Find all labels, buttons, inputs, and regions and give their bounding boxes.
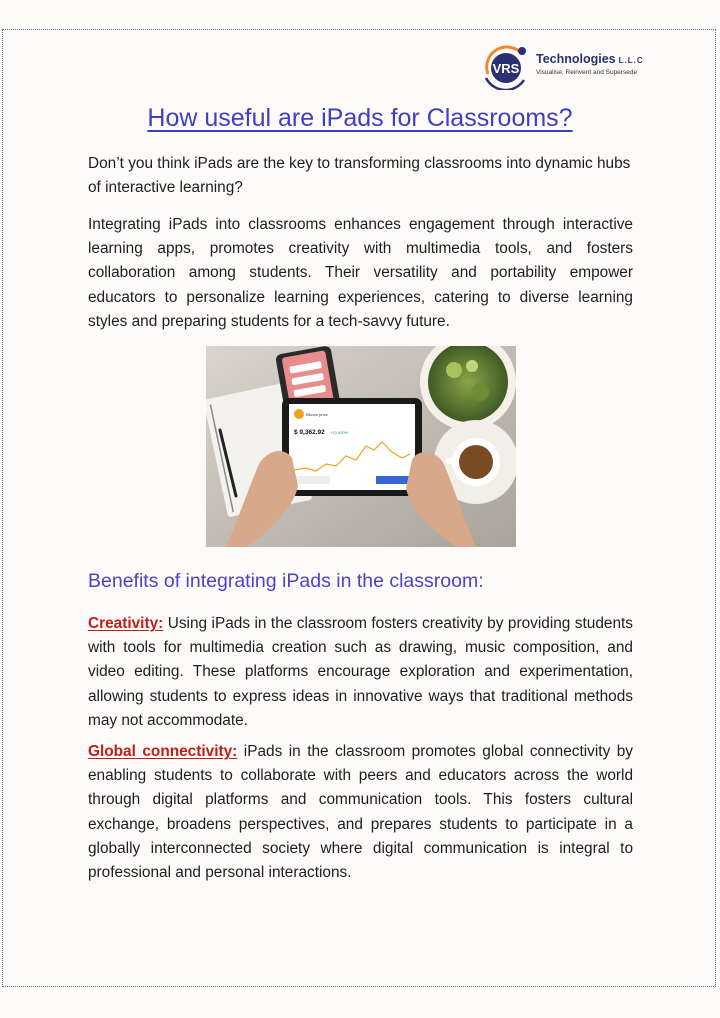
company-logo [480,44,660,90]
benefit-keyword: Creativity: [88,615,164,632]
benefit-keyword: Global connectivity: [88,743,238,760]
tablet-icon [282,398,422,496]
logo-company: Technologies [536,52,616,66]
intro-paragraph: Don’t you think iPads are the key to transforming classrooms into dynamic hubs of interactive learning? [88,155,631,197]
benefit-text: iPads in the classroom promotes global connectivity by enabling students to collaborate with peers and educators across the world through digital platforms and communication tools. This fosters cultural exchange, broadens perspectives, and prepares students to participate in a globally interconnected society where digital communication is integral to professional and personal interactions. [88,743,634,882]
benefit-text: Using iPads in the classroom fosters creativity by providing students with tools for multimedia creation such as drawing, music composition, and video editing. These platforms encourage exploration and experimentation, allowing students to express ideas in innovative ways that traditional methods may not accommodate. [88,615,633,729]
screen-label: Bitcoin price [306,412,328,417]
vrs-logo-icon [480,44,532,90]
page-title: How useful are iPads for Classrooms? [147,104,573,132]
logo-company-suffix: L.L.C [618,56,644,65]
benefit-creativity [88,612,633,733]
logo-mark-text: VRS [492,61,520,76]
screen-change: +10.000% [330,430,349,435]
body-paragraph: Integrating iPads into classrooms enhances engagement through interactive learning apps, promotes creativity with multimedia tools, and fosters collaboration among students. Their versatility and portability empower educators to personalize learning experiences, catering to diverse learning styles and preparing students for a tech-savvy future. [88,216,633,330]
ipad-classroom-photo [206,346,516,547]
screen-price: $ 9,362.92 [294,429,325,436]
logo-company-name [536,52,644,66]
benefit-global-connectivity [88,740,633,885]
logo-tagline: Visualise, Reinvent and Supersede [536,69,638,76]
benefits-heading: Benefits of integrating iPads in the classroom: [88,570,484,592]
